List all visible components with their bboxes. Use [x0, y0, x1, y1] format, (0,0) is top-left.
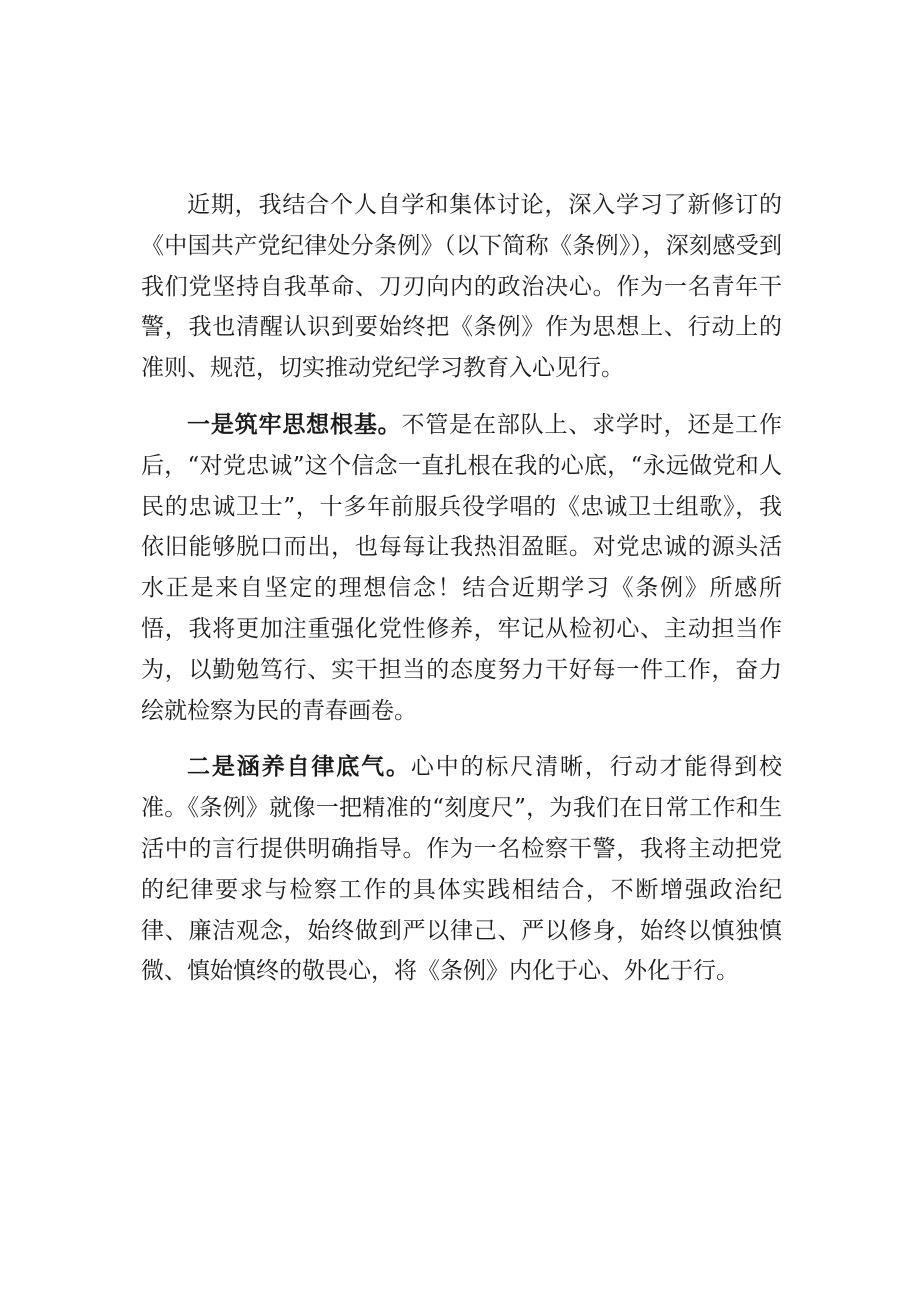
- paragraph-intro: [141, 185, 782, 389]
- paragraph-lead: 一是筑牢思想根基。: [187, 411, 402, 438]
- paragraph-point-1: [141, 405, 782, 731]
- paragraph-point-2: [141, 747, 782, 992]
- paragraph-text: 不管是在部队上、求学时，还是工作后，“对党忠诚”这个信念一直扎根在我的心底，“永远做党和人民的忠诚卫士”，十多年前服兵役学唱的《忠诚卫士组歌》，我依旧能够脱口而出，也每每让我热泪盈眶。对党忠诚的源头活水正是来自坚定的理想信念！结合近期学习《条例》所感所悟，我将更加注重强化党性修养，牢记从检初心、主动担当作为，以勤勉笃行、实干担当的态度努力干好每一件工作，奋力绘就检察为民的青春画卷。: [141, 411, 783, 724]
- document-body: [141, 185, 782, 992]
- paragraph-text: 近期，我结合个人自学和集体讨论，深入学习了新修订的《中国共产党纪律处分条例》（以下简称《条例》），深刻感受到我们党坚持自我革命、刀刃向内的政治决心。作为一名青年干警，我也清醒认识到要始终把《条例》作为思想上、行动上的准则、规范，切实推动党纪学习教育入心见行。: [141, 192, 782, 382]
- paragraph-text: 心中的标尺清晰，行动才能得到校准。《条例》就像一把精准的“刻度尺”，为我们在日常工作和生活中的言行提供明确指导。作为一名检察干警，我将主动把党的纪律要求与检察工作的具体实践相结合，不断增强政治纪律、廉洁观念，始终做到严以律己、严以修身，始终以慎独慎微、慎始慎终的敬畏心，将《条例》内化于心、外化于行。: [141, 754, 783, 985]
- paragraph-lead: 二是涵养自律底气。: [187, 754, 411, 781]
